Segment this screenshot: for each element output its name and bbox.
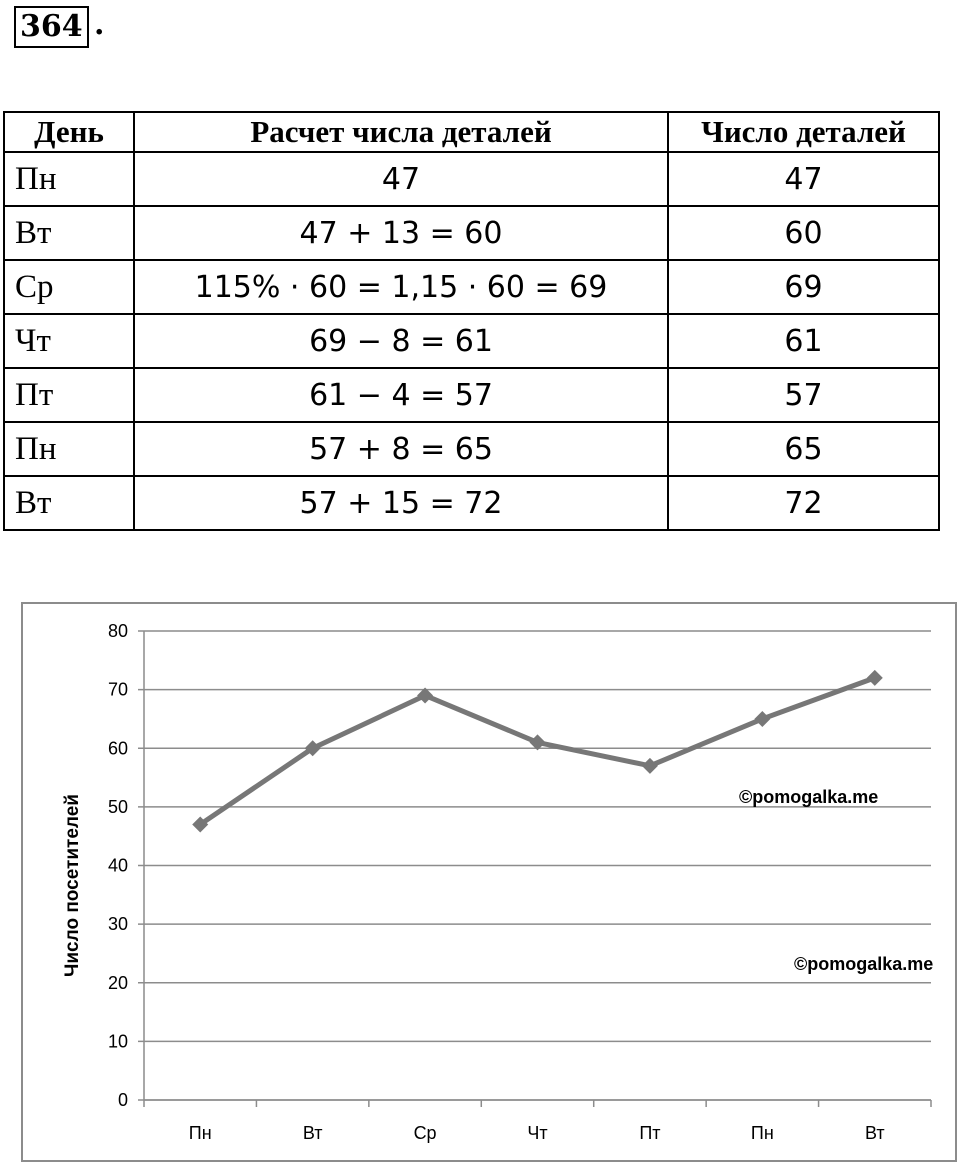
cell-count: 72 [668,476,939,530]
table-row [4,206,939,260]
cell-day: Пн [4,422,134,476]
x-tick-label: Пт [639,1123,661,1143]
y-axis-label: Число посетителей [62,794,83,977]
cell-day: Вт [4,206,134,260]
y-tick-label: 50 [107,796,128,817]
problem-number: 364 [14,6,89,48]
y-tick-label: 0 [117,1090,128,1110]
data-point [867,670,883,686]
cell-calc: 61 − 4 = 57 [134,368,668,422]
x-tick-label: Чт [527,1123,548,1143]
cell-calc: 57 + 15 = 72 [134,476,668,530]
cell-calc: 57 + 8 = 65 [134,422,668,476]
y-tick-label: 30 [107,914,128,935]
y-tick-label: 60 [107,738,128,759]
cell-count: 69 [668,260,939,314]
y-tick-label: 10 [107,1031,128,1052]
table-row [4,314,939,368]
line-chart [23,604,959,1164]
cell-day: Ср [4,260,134,314]
table-row [4,422,939,476]
cell-day: Вт [4,476,134,530]
cell-count: 60 [668,206,939,260]
table-row [4,260,939,314]
watermark-text: ©pomogalka.me [794,954,934,974]
x-tick-label: Вт [302,1123,323,1143]
x-tick-label: Вт [864,1123,885,1143]
table-row [4,368,939,422]
x-tick-label: Ср [413,1123,437,1143]
header-day: День [4,112,134,152]
table-row [4,476,939,530]
x-tick-label: Пн [750,1123,774,1143]
y-tick-label: 20 [107,972,128,993]
watermark-text: ©pomogalka.me [739,787,879,807]
cell-count: 57 [668,368,939,422]
table-header-row [4,112,939,152]
cell-calc: 47 [134,152,668,206]
y-tick-label: 70 [107,679,128,700]
cell-calc: 115% · 60 = 1,15 · 60 = 69 [134,260,668,314]
cell-day: Пн [4,152,134,206]
cell-count: 65 [668,422,939,476]
y-tick-label: 40 [107,855,128,876]
header-calc: Расчет числа деталей [134,112,668,152]
cell-count: 61 [668,314,939,368]
data-point [642,758,658,774]
cell-day: Чт [4,314,134,368]
cell-count: 47 [668,152,939,206]
chart-frame [21,602,957,1162]
problem-number-dot: . [94,7,105,42]
header-count: Число деталей [668,112,939,152]
cell-calc: 69 − 8 = 61 [134,314,668,368]
cell-calc: 47 + 13 = 60 [134,206,668,260]
cell-day: Пт [4,368,134,422]
parts-table [3,111,940,531]
x-tick-label: Пн [188,1123,212,1143]
y-tick-label: 80 [107,621,128,641]
table-row [4,152,939,206]
data-point [754,711,770,727]
